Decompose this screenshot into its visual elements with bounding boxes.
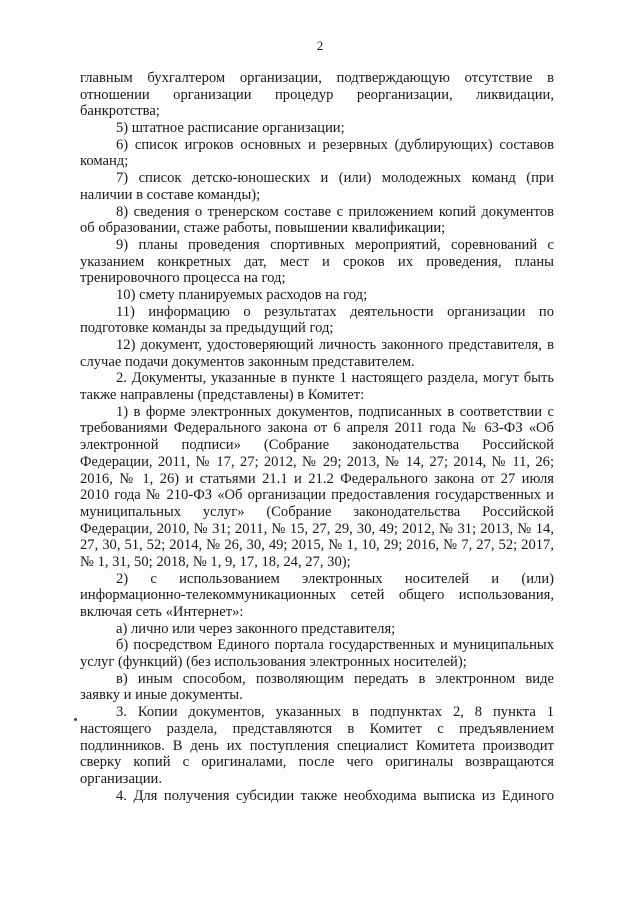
text-line: случае подачи документов законным представителем. <box>80 353 415 370</box>
text-line: услуг (функций) (без использования электронных носителей); <box>80 654 467 671</box>
text-line: 9) планы проведения спортивных мероприятий, соревнований с <box>116 236 554 253</box>
text-line: муниципальных услуг» (Собрание законодательства Российской <box>80 503 554 520</box>
text-line: заявку и иные документы. <box>80 687 243 704</box>
text-line: сверку копий с оригиналами, после чего оригиналы возвращаются <box>80 754 554 771</box>
text-line: 11) информацию о результатах деятельности организации по <box>116 303 554 320</box>
text-line: 1) в форме электронных документов, подписанных в соответствии с <box>116 403 554 420</box>
text-line: 12) документ, удостоверяющий личность законного представителя, в <box>116 337 554 353</box>
text-line: тренировочного процесса на год; <box>80 270 286 287</box>
text-line: б) посредством Единого портала государственных и муниципальных <box>116 637 554 654</box>
text-line: настоящего раздела, представляются в Комитет с предъявлением <box>80 720 554 737</box>
text-line: включая сеть «Интернет»: <box>80 604 244 620</box>
text-line: электронной подписи» (Собрание законодательства Российской <box>80 437 554 454</box>
text-line: команд; <box>80 153 129 170</box>
text-line: 8) сведения о тренерском составе с приложением копий документов <box>116 203 554 220</box>
text-line: 5) штатное расписание организации; <box>116 120 345 137</box>
text-line: отношении организации процедур реорганизации, ликвидации, <box>80 86 554 103</box>
text-line: 3. Копии документов, указанных в подпунктах 2, 8 пункта 1 <box>116 704 554 721</box>
text-line: 2010 года № 210-ФЗ «Об организации предоставления государственных и <box>80 487 554 504</box>
text-line: Федерации, 2010, № 31; 2011, № 15, 27, 29, 30, 49; 2012, № 31; 2013, № 14, <box>80 520 554 537</box>
text-line: 2. Документы, указанные в пункте 1 настоящего раздела, могут быть <box>116 370 554 387</box>
text-line: информационно-телекоммуникационных сетей общего использования, <box>80 587 554 604</box>
text-line: указанием конкретных дат, мест и сроков их проведения, планы <box>80 253 554 270</box>
text-line: об образовании, стаже работы, повышении квалификации; <box>80 220 446 237</box>
scan-mark <box>74 718 77 721</box>
text-line: организации. <box>80 770 162 787</box>
text-line: банкротства; <box>80 103 160 120</box>
text-line: подготовке команды за предыдущий год; <box>80 320 334 337</box>
text-line: Федерации, 2011, № 17, 27; 2012, № 29; 2013, № 14, 27; 2014, № 11, 26; <box>80 453 554 470</box>
text-line: требованиями Федерального закона от 6 апреля 2011 года № 63-ФЗ «Об <box>80 420 554 437</box>
text-line: также направлены (представлены) в Комитет: <box>80 387 365 404</box>
text-line: а) лично или через законного представителя; <box>116 620 396 637</box>
text-line: 4. Для получения субсидии также необходима выписка из Единого <box>116 787 554 804</box>
page-number: 2 <box>316 38 324 53</box>
text-line: главным бухгалтером организации, подтверждающую отсутствие в <box>80 70 554 86</box>
text-line: наличии в составе команды); <box>80 186 261 203</box>
text-line: 10) смету планируемых расходов на год; <box>116 286 368 303</box>
text-line: в) иным способом, позволяющим передать в электронном виде <box>116 670 554 687</box>
text-line: 2016, № 1, 26) и статьями 21.1 и 21.2 Федерального закона от 27 июля <box>80 470 554 487</box>
text-line: 7) список детско-юношеских и (или) молодежных команд (при <box>116 170 554 187</box>
document-body <box>80 70 554 804</box>
text-line: 2) с использованием электронных носителей и (или) <box>116 570 554 587</box>
text-line: 6) список игроков основных и резервных (дублирующих) составов <box>116 136 554 153</box>
text-line: 27, 30, 51, 52; 2014, № 26, 30, 49; 2015, № 1, 10, 29; 2016, № 7, 27, 52; 2017, <box>80 537 554 554</box>
text-line: № 1, 31, 50; 2018, № 1, 9, 17, 18, 24, 27, 30); <box>80 553 351 570</box>
text-line: подлинников. В день их поступления специалист Комитета производит <box>80 737 554 754</box>
